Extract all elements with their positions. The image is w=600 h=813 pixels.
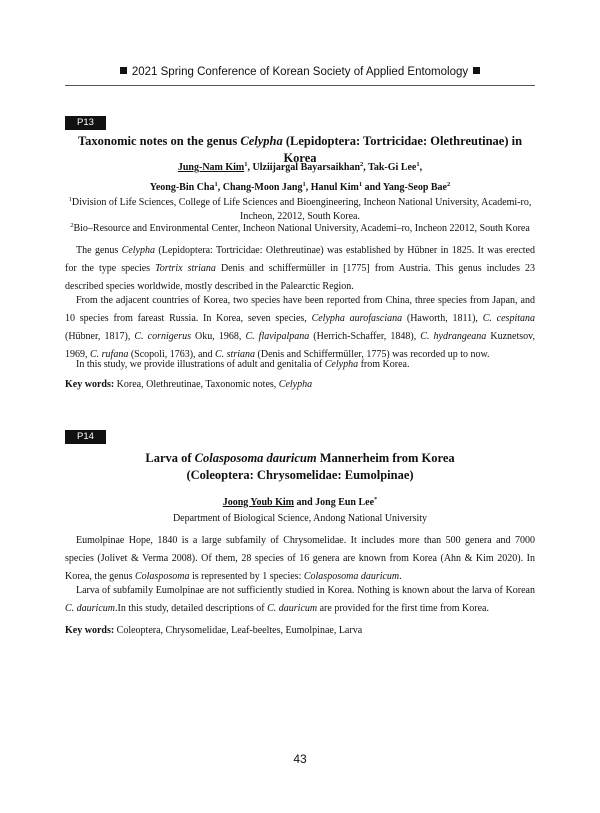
title-genus: Celypha <box>240 134 283 148</box>
page-number: 43 <box>293 752 307 766</box>
author-list-p14 <box>65 493 535 513</box>
body-paragraph-2-p13: From the adjacent countries of Korea, two species have been reported from China, three species from Japan, and 10 species from fareast Russia. In Korea, seven species, Celypha aurofasciana (Haworth, 1811), C. cespitana (Hübner, 1817), C. cornigerus Oku, 1968, C. flavipalpana (Herrich-Schaffer, 1848), C. hydrangeana Kuznetsov, 1969, C. rufana (Scopoli, 1763), and C. striana (Denis and Schiffermüller, 1775) was recorded up to now. <box>65 295 535 360</box>
title-text: Mannerheim from Korea <box>316 451 455 465</box>
keywords-text: Korea, Olethreutinae, Taxonomic notes, <box>114 379 279 390</box>
author-affil-sup: 1 <box>416 161 420 168</box>
author: , Hanul Kim <box>305 182 359 193</box>
affiliation-p14: Department of Biological Science, Andong National University <box>172 513 428 524</box>
author-affil-sup: 1 <box>214 181 218 188</box>
body-paragraph-3-p13: In this study, we provide illustrations of adult and genitalia of Celypha from Korea. <box>76 359 410 370</box>
affiliation-text: Bio–Resource and Environmental Center, Incheon National University, Academi–ro, Incheon 22012, South Korea <box>73 223 530 234</box>
affiliation-text: Division of Life Sciences, College of Life Sciences and Bioengineering, Incheon National University, Academi-ro, Incheon, 22012, South Korea. <box>71 197 532 222</box>
author-presenting: Joong Youb Kim <box>222 497 295 508</box>
title-text: (Lepidoptera: Tortricidae: Olethreutinae) in Korea <box>282 134 523 165</box>
author-presenting: Jung-Nam Kim <box>177 162 245 173</box>
author-affil-sup: 1 <box>358 181 363 188</box>
author-list-p13: Jung-Nam Kim$^1$, Ulziijargal Bayarsaikhan$^2$, Tak-Gi Lee$^1$, Yeong-Bin Cha$^1$, Chang-Moon Jang$^1$, Hanul Kim$^1$ and Yang-Seop Bae$^2$ <box>149 161 451 193</box>
abstract-badge-p14: P14 <box>65 430 106 444</box>
author: , Ulziijargal Bayarsaikhan <box>247 162 361 173</box>
abstract-title-p14 <box>65 450 535 484</box>
header-rule <box>65 85 535 86</box>
affil-sup: 1 <box>68 196 72 203</box>
title-text: Taxonomic notes on the genus <box>77 134 241 148</box>
title-species: Colasposoma dauricum <box>194 451 317 465</box>
author-affil-sup: 1 <box>302 181 306 188</box>
author-affil-sup: 2 <box>360 161 364 168</box>
keywords-p14 <box>65 624 535 638</box>
body-paragraph-1-p14: Eumolpinae Hope, 1840 is a large subfamily of Chrysomelidae. It includes more than 500 genera and 7000 species (Jolivet & Verma 2008). Of them, 28 species of 16 genera are known from Korea (Ahn & Kim 2020). In Korea, the genus Colasposoma is represented by 1 species: Colasposoma dauricum. <box>65 535 535 582</box>
author-affil-sup: 1 <box>244 161 248 168</box>
title-text: Larva of <box>145 451 195 465</box>
author: and Jong Eun Lee <box>294 497 375 508</box>
keywords-italic: Celypha <box>278 379 313 390</box>
author: and Yang-Seop Bae <box>362 182 447 193</box>
square-bullet-icon <box>473 67 480 74</box>
keywords-text: Coleoptera, Chrysomelidae, Leaf-beeltes, Eumolpinae, Larva <box>114 625 363 636</box>
square-bullet-icon <box>120 67 127 74</box>
author-affil-sup: 2 <box>447 181 451 188</box>
keywords-p13 <box>65 378 535 392</box>
author: Yeong-Bin Cha <box>149 182 215 193</box>
affiliation-2-p13 <box>65 222 535 236</box>
body-paragraph-2-p14: Larva of subfamily Eumolpinae are not sufficiently studied in Korea. Nothing is known about the larva of Korean C. dauricum.In this study, detailed descriptions of C. dauricum are provided for the first time from Korea. <box>65 585 535 614</box>
keywords-label: Key words: <box>65 379 115 390</box>
abstract-badge-p13: P13 <box>65 116 106 130</box>
body-paragraph-1-p13: The genus Celypha (Lepidoptera: Tortricidae: Olethreutinae) was established by Hübner in 1825. It was erected for the type species Tortrix striana Denis and schiffermüller in [1775] from Austria. This genus includes 23 described species worldwide, mostly described in the Palearctic Region. <box>65 245 535 292</box>
title-text: (Coleoptera: Chrysomelidae: Eumolpinae) <box>186 468 414 482</box>
running-header <box>65 66 535 78</box>
author: , Chang-Moon Jang <box>217 182 303 193</box>
author: , Tak-Gi Lee <box>363 162 417 173</box>
affil-sup: 2 <box>70 222 74 229</box>
affiliation-1-p13 <box>65 196 535 224</box>
corresponding-mark: * <box>374 496 378 503</box>
keywords-label: Key words: <box>65 625 115 636</box>
running-header-text: 2021 Spring Conference of Korean Society of Applied Entomology <box>131 66 469 78</box>
